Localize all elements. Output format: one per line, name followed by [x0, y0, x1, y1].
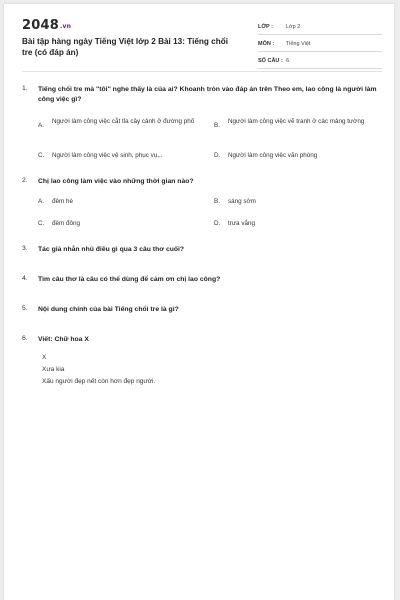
header-divider [22, 71, 382, 72]
question-2 [22, 177, 382, 233]
question-text: Tác giả nhắn nhủ điều gì qua 3 câu thơ cuối? [38, 246, 185, 253]
option-letter: A. [38, 122, 44, 129]
question-text: Nội dung chính của bài Tiếng chổi tre là gì? [38, 306, 179, 313]
meta-label: LỚP : [258, 24, 273, 30]
logo-main: 2048 [22, 18, 59, 33]
question-number: 2. [22, 177, 28, 184]
question-number: 3. [22, 245, 28, 252]
option-d[interactable] [214, 151, 379, 161]
worksheet-page [4, 4, 394, 600]
option-text: trưa vắng [228, 220, 255, 227]
option-text: sáng sớm [228, 198, 256, 205]
option-text: Người làm công việc văn phòng [228, 152, 318, 159]
option-text: đêm đông [52, 220, 81, 227]
option-b[interactable] [214, 117, 379, 137]
option-letter: D. [214, 152, 221, 159]
question-6 [22, 335, 382, 347]
meta-value: 6 [286, 58, 290, 64]
option-c[interactable] [38, 219, 203, 229]
page-title: Bài tập hàng ngày Tiếng Việt lớp 2 Bài 13: Tiếng chổi tre (có đáp án) [22, 37, 229, 57]
writing-line-3: Xấu người đẹp nết còn hơn đẹp người. [42, 378, 156, 385]
logo-suffix: .vn [59, 23, 72, 30]
option-a[interactable] [38, 117, 203, 137]
option-a[interactable] [38, 197, 203, 207]
question-1 [22, 85, 382, 165]
meta-value: Lớp 2 [286, 24, 301, 30]
option-letter: C. [38, 152, 45, 159]
option-letter: C. [38, 220, 45, 227]
question-number: 4. [22, 275, 28, 282]
worksheet-content [4, 4, 394, 600]
option-b[interactable] [214, 197, 379, 207]
option-text: Người làm công việc cắt tỉa cây cảnh ở đường phố [52, 118, 195, 125]
option-d[interactable] [214, 219, 379, 229]
option-letter: B. [214, 198, 220, 205]
meta-label: MÔN : [258, 41, 275, 47]
option-letter: D. [214, 220, 221, 227]
question-number: 5. [22, 305, 28, 312]
option-text: đêm hè [52, 198, 74, 205]
option-text: Người làm công việc vệ sinh, phục vụ,.. [52, 152, 163, 159]
writing-line-2: Xưa kia [42, 366, 65, 373]
question-5 [22, 305, 382, 317]
option-c[interactable] [38, 151, 203, 161]
option-text: Người làm công việc vẽ tranh ở các mảng tường [228, 118, 365, 125]
question-3 [22, 245, 382, 257]
meta-label: SỐ CÂU : [258, 58, 283, 64]
option-letter: B. [214, 122, 220, 129]
meta-value: Tiếng Việt [286, 41, 311, 47]
question-text: Chị lao công làm việc vào những thời gian nào? [38, 178, 194, 185]
question-text: Tiếng chổi tre mà "tôi" nghe thấy là của ai? Khoanh tròn vào đáp án trên Theo em, lao công là người làm công việc gì? [38, 86, 377, 103]
writing-line-1: X [42, 354, 47, 361]
option-letter: A. [38, 198, 44, 205]
question-number: 1. [22, 85, 28, 92]
question-text: Tìm câu thơ là câu có thể dùng để cảm ơn chị lao công? [38, 276, 221, 283]
question-number: 6. [22, 335, 28, 342]
question-4 [22, 275, 382, 287]
question-text: Viết: Chữ hoa X [38, 336, 89, 343]
